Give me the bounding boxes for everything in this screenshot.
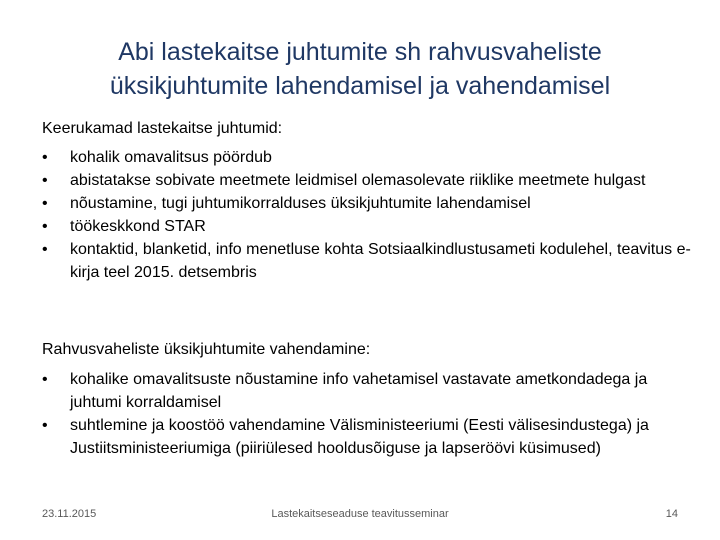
section-heading-complex-cases: Keerukamad lastekaitse juhtumid: <box>42 120 283 137</box>
bullet-icon: • <box>42 417 48 434</box>
list-item <box>42 238 692 284</box>
slide-title-line-2: üksikjuhtumite lahendamisel ja vahendamisel <box>109 72 611 100</box>
list-item <box>42 368 692 414</box>
bullet-list-international-cases <box>42 368 692 460</box>
bullet-icon: • <box>42 172 48 189</box>
list-item <box>42 146 692 169</box>
list-item <box>42 192 692 215</box>
section-heading-international-cases: Rahvusvaheliste üksikjuhtumite vahendamine: <box>42 341 371 358</box>
list-item-text: nõustamine, tugi juhtumikorralduses üksikjuhtumite lahendamisel <box>70 195 531 212</box>
footer-event-name: Lastekaitseseaduse teavitusseminar <box>271 508 449 520</box>
list-item-text: abistatakse sobivate meetmete leidmisel olemasolevate riiklike meetmete hulgast <box>70 172 646 189</box>
slide-title-line-1: Abi lastekaitse juhtumite sh rahvusvaheliste <box>118 38 602 66</box>
footer-date: 23.11.2015 <box>42 508 97 520</box>
list-item <box>42 414 692 460</box>
bullet-icon: • <box>42 218 48 235</box>
bullet-icon: • <box>42 371 48 388</box>
bullet-icon: • <box>42 241 48 258</box>
list-item-text: kontaktid, blanketid, info menetluse kohta Sotsiaalkindlustusameti kodulehel, teavitus e-kirja teel 2015. detsembris <box>70 241 691 281</box>
list-item <box>42 169 692 192</box>
list-item-text: töökeskkond STAR <box>70 218 206 235</box>
bullet-icon: • <box>42 149 48 166</box>
bullet-icon: • <box>42 195 48 212</box>
list-item <box>42 215 692 238</box>
list-item-text: suhtlemine ja koostöö vahendamine Välisministeeriumi (Eesti välisesindustega) ja Justiitsministeeriumiga (piiriülesed hooldusõiguse ja lapseröövi küsimused) <box>70 417 649 457</box>
list-item-text: kohalike omavalitsuste nõustamine info vahetamisel vastavate ametkondadega ja juhtumi korraldamisel <box>70 371 648 411</box>
list-item-text: kohalik omavalitsus pöördub <box>70 149 272 166</box>
footer-page-number: 14 <box>665 508 678 520</box>
slide-title <box>36 35 684 103</box>
bullet-list-complex-cases <box>42 146 692 284</box>
